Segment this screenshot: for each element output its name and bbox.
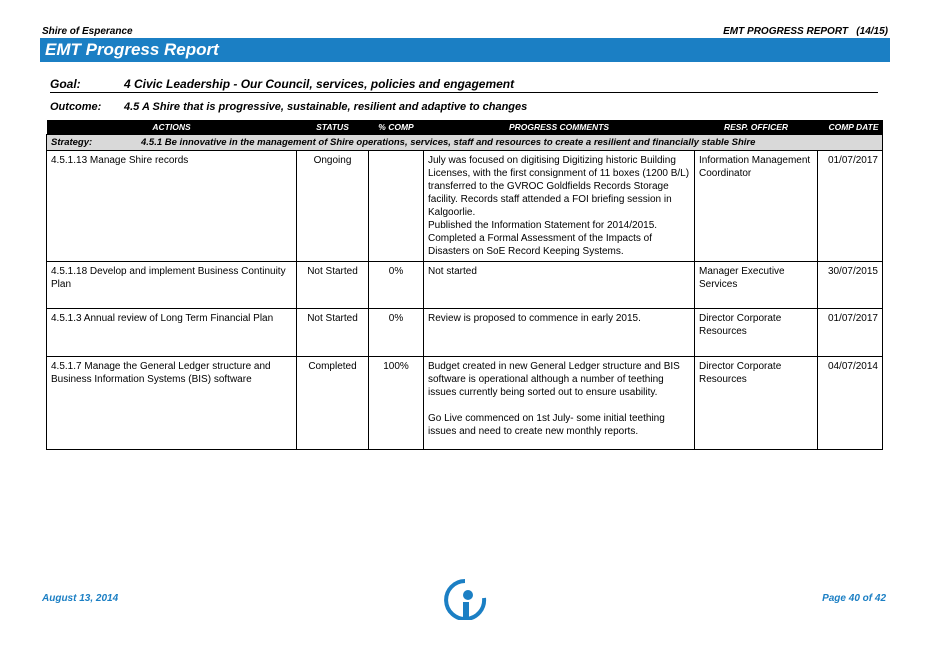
action-cell: 4.5.1.18 Develop and implement Business Continuity Plan	[47, 262, 297, 309]
table-row	[47, 357, 883, 450]
report-date: August 13, 2014	[42, 593, 119, 604]
page-title: EMT Progress Report	[45, 40, 219, 59]
officer-cell: Director Corporate Resources	[695, 309, 818, 357]
strategy-row	[47, 135, 883, 151]
table-row	[47, 151, 883, 262]
date-cell: 30/07/2015	[818, 262, 883, 309]
column-header-actions: ACTIONS	[47, 120, 297, 135]
status-cell: Completed	[297, 357, 369, 450]
shire-logo-icon	[443, 578, 487, 620]
comments-cell: Budget created in new General Ledger structure and BIS software is operational although a number of teething issues currently being sorted out to ensure usability. Go Live commenced on 1st July- some initial teething issues and need to create new monthly reports.	[424, 357, 695, 450]
action-cell: 4.5.1.3 Annual review of Long Term Financial Plan	[47, 309, 297, 357]
comp-cell: 0%	[369, 309, 424, 357]
goal-row	[50, 76, 878, 93]
date-cell: 04/07/2014	[818, 357, 883, 450]
comments-cell: Not started	[424, 262, 695, 309]
goal-text: 4 Civic Leadership - Our Council, services, policies and engagement	[124, 77, 515, 91]
comp-cell	[369, 151, 424, 262]
table-row	[47, 309, 883, 357]
comp-cell: 0%	[369, 262, 424, 309]
status-cell: Not Started	[297, 309, 369, 357]
outcome-text: 4.5 A Shire that is progressive, sustainable, resilient and adaptive to changes	[124, 101, 528, 113]
comp-cell: 100%	[369, 357, 424, 450]
table-row	[47, 262, 883, 309]
strategy-cell	[47, 135, 883, 151]
strategy-label: Strategy:	[51, 137, 93, 148]
actions-table	[46, 120, 883, 450]
table-header-row	[47, 120, 883, 135]
status-cell: Ongoing	[297, 151, 369, 262]
organisation-name: Shire of Esperance	[42, 26, 133, 37]
officer-cell: Director Corporate Resources	[695, 357, 818, 450]
date-cell: 01/07/2017	[818, 309, 883, 357]
page-number: Page 40 of 42	[822, 593, 886, 604]
officer-cell: Manager Executive Services	[695, 262, 818, 309]
comments-cell: July was focused on digitising Digitizing historic Building Licenses, with the first consignment of 11 boxes (1200 B/L) transferred to the GVROC Goldfields Records Storage facility. Records staff attended a FOI briefing session in Kalgoorlie. Published the Information Statement for 2014/2015. Completed a Formal Assessment of the Impacts of Disasters on SoE Record Keeping Systems.	[424, 151, 695, 262]
report-label: EMT PROGRESS REPORT (14/15)	[723, 26, 888, 37]
column-header-status: STATUS	[297, 120, 369, 135]
comments-cell: Review is proposed to commence in early 2015.	[424, 309, 695, 357]
action-cell: 4.5.1.7 Manage the General Ledger structure and Business Information Systems (BIS) software	[47, 357, 297, 450]
column-header-officer: RESP. OFFICER	[695, 120, 818, 135]
officer-cell: Information Management Coordinator	[695, 151, 818, 262]
column-header-comp: % COMP	[369, 120, 424, 135]
goal-label: Goal:	[50, 77, 81, 91]
outcome-label: Outcome:	[50, 101, 102, 113]
date-cell: 01/07/2017	[818, 151, 883, 262]
strategy-text: 4.5.1 Be innovative in the management of Shire operations, services, staff and resources to create a resilient and financially stable Shire	[141, 137, 756, 148]
column-header-date: COMP DATE	[818, 120, 883, 135]
action-cell: 4.5.1.13 Manage Shire records	[47, 151, 297, 262]
title-banner	[40, 38, 890, 62]
status-cell: Not Started	[297, 262, 369, 309]
column-header-comments: PROGRESS COMMENTS	[424, 120, 695, 135]
